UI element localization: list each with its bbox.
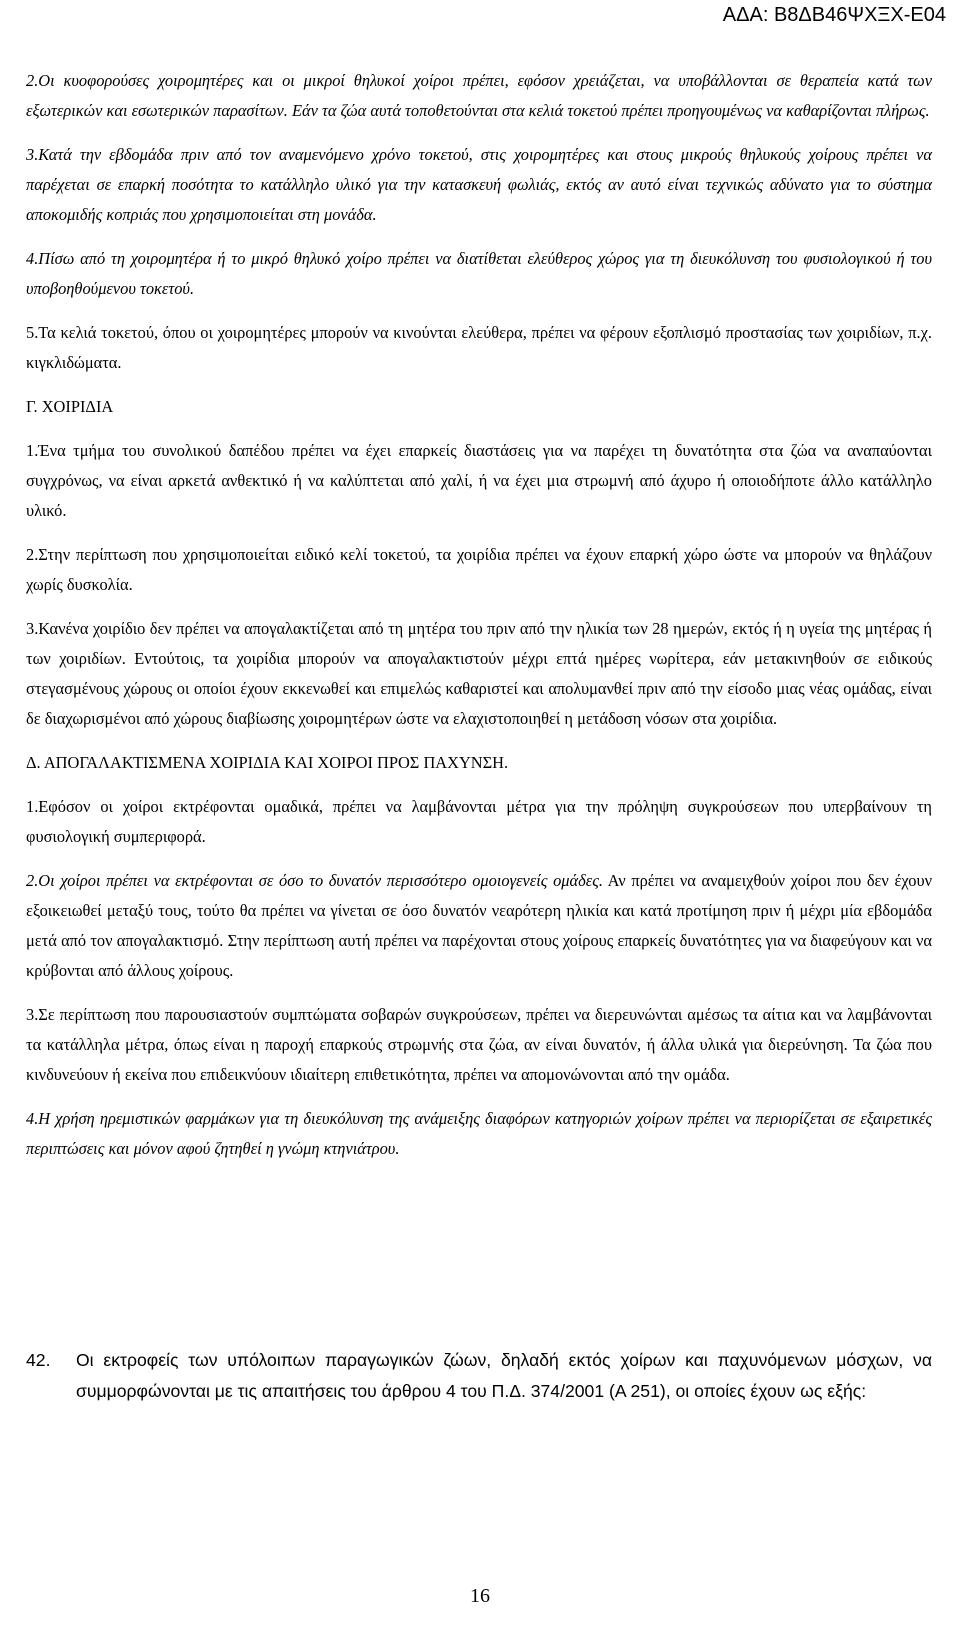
paragraph-2: 2.Οι κυοφορούσες χοιρομητέρες και οι μικροί θηλυκοί χοίροι πρέπει, εφόσον χρειάζεται, να υποβάλλονται σε θεραπεία κατά των εξωτερικών και εσωτερικών παρασίτων. Εάν τα ζώα αυτά τοποθετούνται στα κελιά τοκετού πρέπει προηγουμένως να καθαρίζονται πλήρως.: [26, 71, 932, 120]
paragraph-d2-rest: Αν πρέπει να αναμειχθούν χοίροι που δεν έχουν εξοικειωθεί μεταξύ τους, τούτο θα πρέπει να γίνεται σε όσο δυνατόν νεαρότερη ηλικία και κατά προτίμηση πριν ή μέχρι μία εβδομάδα μετά από τον απογαλακτισμό. Στην περίπτωση αυτή πρέπει να παρέχονται στους χοίρους επαρκείς δυνατότητες για να διαφεύγουν και να κρύβονται από άλλους χοίρους.: [26, 871, 932, 980]
document-code: ΑΔΑ: Β8ΔΒ46ΨΧΞΧ-Ε04: [722, 4, 946, 26]
paragraph-g1: 1.Ένα τμήμα του συνολικού δαπέδου πρέπει να έχει επαρκείς διαστάσεις για να παρέχει τη δυνατότητα στα ζώα να αναπαύονται συγχρόνως, να είναι αρκετά ανθεκτικό ή να καλύπτεται από χαλί, ή να έχει μια στρωμνή από άχυρο ή οποιοδήποτε άλλο κατάλληλο υλικό.: [26, 441, 932, 520]
paragraph-g2: 2.Στην περίπτωση που χρησιμοποιείται ειδικό κελί τοκετού, τα χοιρίδια πρέπει να έχουν επαρκή χώρο ώστε να μπορούν να θηλάζουν χωρίς δυσκολία.: [26, 545, 932, 594]
page-number: 16: [470, 1585, 490, 1607]
item-text: Οι εκτροφείς των υπόλοιπων παραγωγικών ζώων, δηλαδή εκτός χοίρων και παχυνόμενων μόσχων, να συμμορφώνονται με τις απαιτήσεις του άρθρου 4 του Π.Δ. 374/2001 (Α 251), οι οποίες έχουν ως εξής:: [76, 1350, 932, 1401]
section-heading-g: Γ. ΧΟΙΡΙΔΙΑ: [26, 397, 114, 416]
paragraph-4: 4.Πίσω από τη χοιρομητέρα ή το μικρό θηλυκό χοίρο πρέπει να διατίθεται ελεύθερος χώρος για τη διευκόλυνση του φυσιολογικού ή του υποβοηθούμενου τοκετού.: [26, 249, 932, 298]
numbered-item-42: [26, 1345, 932, 1407]
paragraph-d2: [26, 866, 932, 986]
paragraph-d3: 3.Σε περίπτωση που παρουσιαστούν συμπτώματα σοβαρών συγκρούσεων, πρέπει να διερευνώνται αμέσως τα αίτια και να λαμβάνονται τα κατάλληλα μέτρα, όπως είναι η παροχή επαρκούς στρωμνής στα ζώα, αν είναι δυνατόν, ή άλλα υλικά για διερεύνηση. Τα ζώα που κινδυνεύουν ή εκείνα που επιδεικνύουν ιδιαίτερη επιθετικότητα, πρέπει να απομονώνονται από την ομάδα.: [26, 1005, 932, 1084]
paragraph-3: 3.Κατά την εβδομάδα πριν από τον αναμενόμενο χρόνο τοκετού, στις χοιρομητέρες και στους μικρούς θηλυκούς χοίρους πρέπει να παρέχεται σε επαρκή ποσότητα το κατάλληλο υλικό για την κατασκευή φωλιάς, εκτός αν αυτό είναι τεχνικώς αδύνατο για το σύστημα αποκομιδής κοπριάς που χρησιμοποιείται στη μονάδα.: [26, 145, 932, 224]
paragraph-d4: 4.Η χρήση ηρεμιστικών φαρμάκων για τη διευκόλυνση της ανάμειξης διαφόρων κατηγοριών χοίρων πρέπει να περιορίζεται σε εξαιρετικές περιπτώσεις και μόνον αφού ζητηθεί η γνώμη κτηνιάτρου.: [26, 1109, 932, 1158]
paragraph-d1: 1.Εφόσον οι χοίροι εκτρέφονται ομαδικά, πρέπει να λαμβάνονται μέτρα για την πρόληψη συγκρούσεων που υπερβαίνουν τη φυσιολογική συμπεριφορά.: [26, 797, 932, 846]
paragraph-g3: 3.Κανένα χοιρίδιο δεν πρέπει να απογαλακτίζεται από τη μητέρα του πριν από την ηλικία των 28 ημερών, εκτός ή η υγεία της μητέρας ή των χοιριδίων. Εντούτοις, τα χοιρίδια μπορούν να απογαλακτιστούν μέχρι επτά ημέρες νωρίτερα, εάν μετακινηθούν σε ειδικούς στεγασμένους χώρους οι οποίοι έχουν εκκενωθεί και επιμελώς καθαριστεί και απολυμανθεί πριν από την είσοδο μιας νέας ομάδας, είναι δε διαχωρισμένοι από χώρους διαβίωσης χοιρομητέρων ώστε να ελαχιστοποιηθεί η μετάδοση νόσων στα χοιρίδια.: [26, 619, 932, 728]
paragraph-5: 5.Τα κελιά τοκετού, όπου οι χοιρομητέρες μπορούν να κινούνται ελεύθερα, πρέπει να φέρουν εξοπλισμό προστασίας των χοιριδίων, π.χ. κιγκλιδώματα.: [26, 323, 932, 372]
item-number: 42.: [26, 1350, 51, 1370]
paragraph-d2-italic: 2.Οι χοίροι πρέπει να εκτρέφονται σε όσο το δυνατόν περισσότερο ομοιογενείς ομάδες.: [26, 871, 603, 890]
section-heading-d: Δ. ΑΠΟΓΑΛΑΚΤΙΣΜΕΝΑ ΧΟΙΡΙΔΙΑ ΚΑΙ ΧΟΙΡΟΙ ΠΡΟΣ ΠΑΧΥΝΣΗ.: [26, 753, 509, 772]
document-body: [26, 66, 932, 1178]
